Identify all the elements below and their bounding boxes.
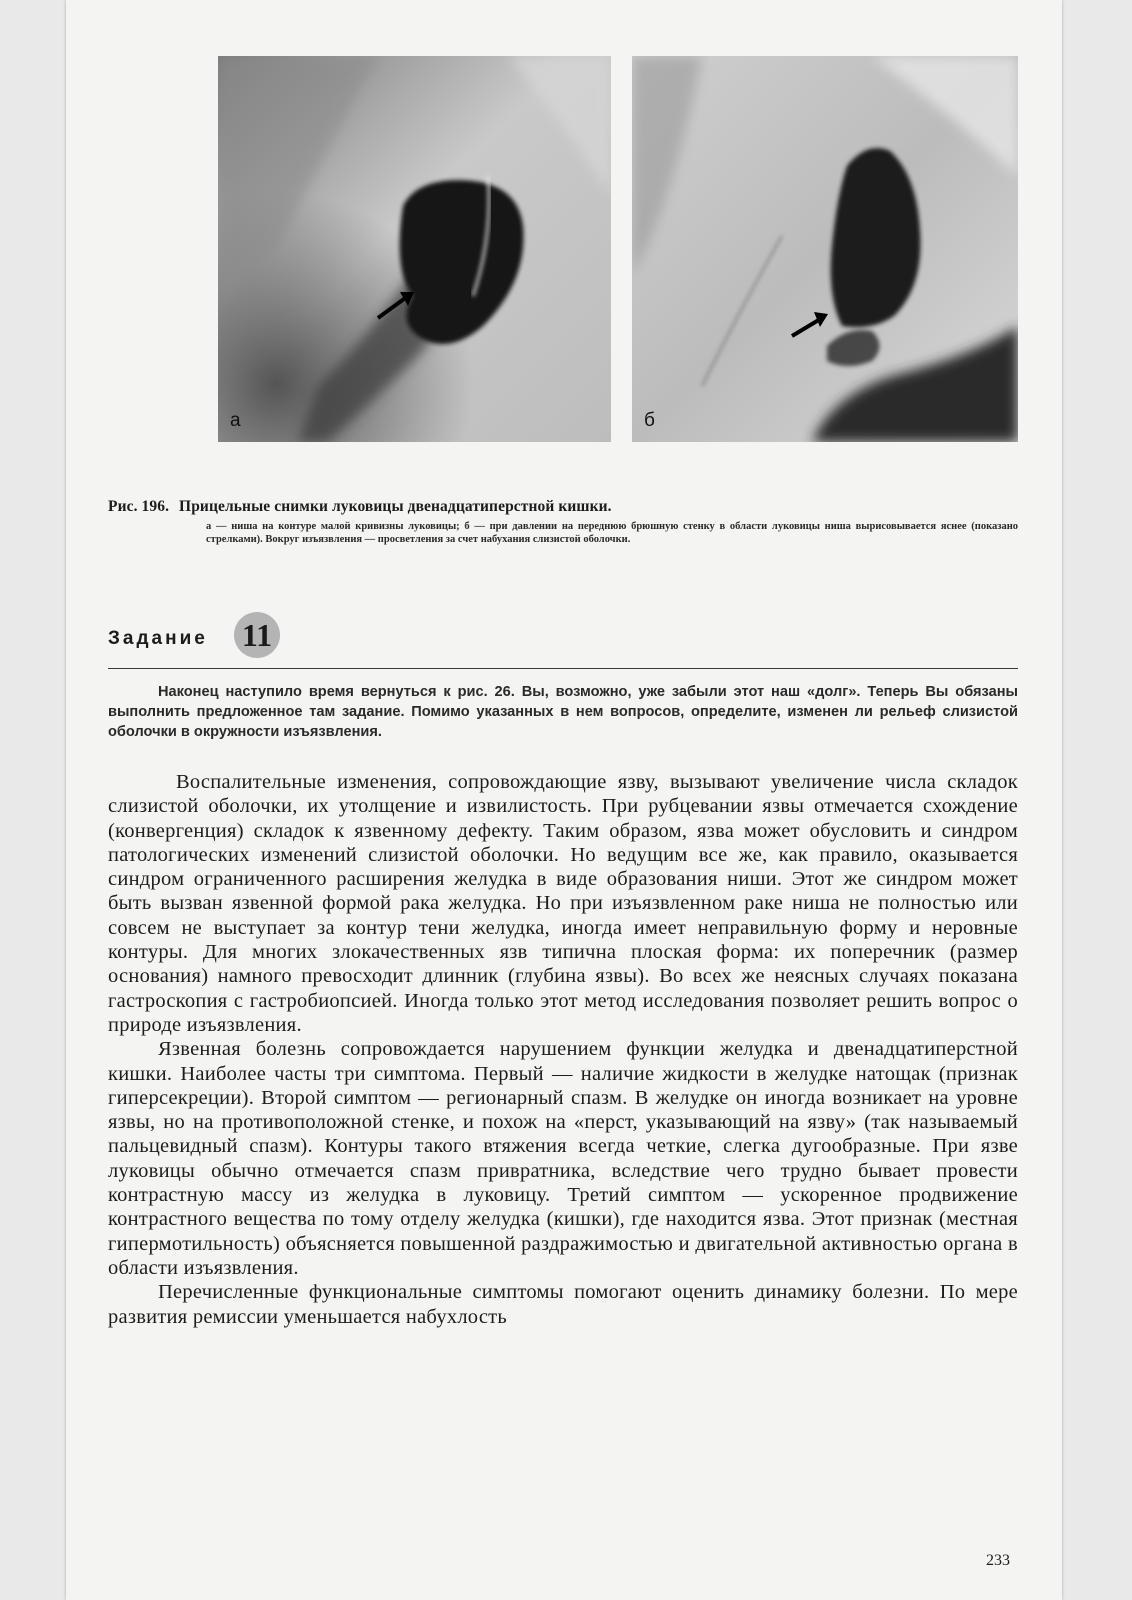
xray-image-a	[218, 56, 611, 442]
task-text: Наконец наступило время вернуться к рис. 26. Вы, возможно, уже забыли этот наш «долг». Теперь Вы обязаны выполнить предложенное там задание. Помимо указанных в нем вопросов, определите, изменен ли рельеф слизистой оболочки в окружности изъязвления.	[108, 684, 1018, 740]
body-paragraph: Перечисленные функциональные симптомы помогают оценить динамику болезни. По мере развития ремиссии уменьшается набухлость	[108, 1281, 1018, 1328]
task-number-badge: 11	[234, 612, 280, 658]
body-text	[108, 770, 1018, 1329]
xray-photo-a	[218, 56, 611, 442]
task-heading	[108, 612, 1018, 669]
xray-photo-b	[632, 56, 1018, 442]
caption-description: а — ниша на контуре малой кривизны луковицы; б — при давлении на переднюю брюшную стенку в области луковицы ниша вырисовывается яснее (показано стрелками). Вокруг изъязвления — просветления за счет набухания слизистой оболочки.	[206, 521, 1018, 545]
figure-caption	[108, 498, 1018, 546]
page-number: 233	[986, 1552, 1010, 1569]
xray-image-b	[632, 56, 1018, 442]
figure-label: Рис. 196.	[108, 498, 170, 515]
body-paragraph: Воспалительные изменения, сопровождающие язву, вызывают увеличение числа складок слизистой оболочки, их утолщение и извилистость. При рубцевании язвы отмечается схождение (конвергенция) складок к язвенному дефекту. Таким образом, язва может обусловить и синдром патологических изменений слизистой оболочки. Но ведущим все же, как правило, оказывается синдром ограниченного расширения желудка в виде образования ниши. Этот же синдром может быть вызван язвенной формой рака желудка. Но при изъязвленном раке ниша не полностью или совсем не выступает за контур тени желудка, иногда имеет неправильную форму и неровные контуры. Для многих злокачественных язв типична плоская форма: их поперечник (размер основания) намного превосходит длинник (глубина язвы). Во всех же неясных случаях показана гастроскопия с гастробиопсией. Иногда только этот метод исследования позволяет решить вопрос о природе изъязвления.	[108, 771, 1018, 1036]
caption-title-line	[108, 498, 1018, 516]
figure-title: Прицельные снимки луковицы двенадцатиперстной кишки.	[179, 498, 612, 515]
body-paragraph: Язвенная болезнь сопровождается нарушением функции желудка и двенадцатиперстной кишки. Наиболее часты три симптома. Первый — наличие жидкости в желудке натощак (признак гиперсекреции). Второй симптом — регионарный спазм. В желудке он иногда возникает на уровне язвы, но на противоположной стенке, и похож на «перст, указывающий на язву» (так называемый пальцевидный спазм). Контуры такого втяжения всегда четкие, слегка дугообразные. При язве луковицы обычно отмечается спазм привратника, вследствие чего трудно бывает провести контрастную массу из желудка в луковицу. Третий симптом — ускоренное продвижение контрастного вещества по тому отделу желудка (кишки), где находится язва. Этот признак (местная гипермотильность) объясняется повышенной раздражимостью и двигательной активностью органа в области изъязвления.	[108, 1038, 1018, 1279]
photo-letter-a: а	[230, 410, 241, 431]
task-word: Задание	[108, 628, 208, 649]
book-page	[66, 0, 1062, 1600]
photo-letter-b: б	[644, 410, 655, 431]
